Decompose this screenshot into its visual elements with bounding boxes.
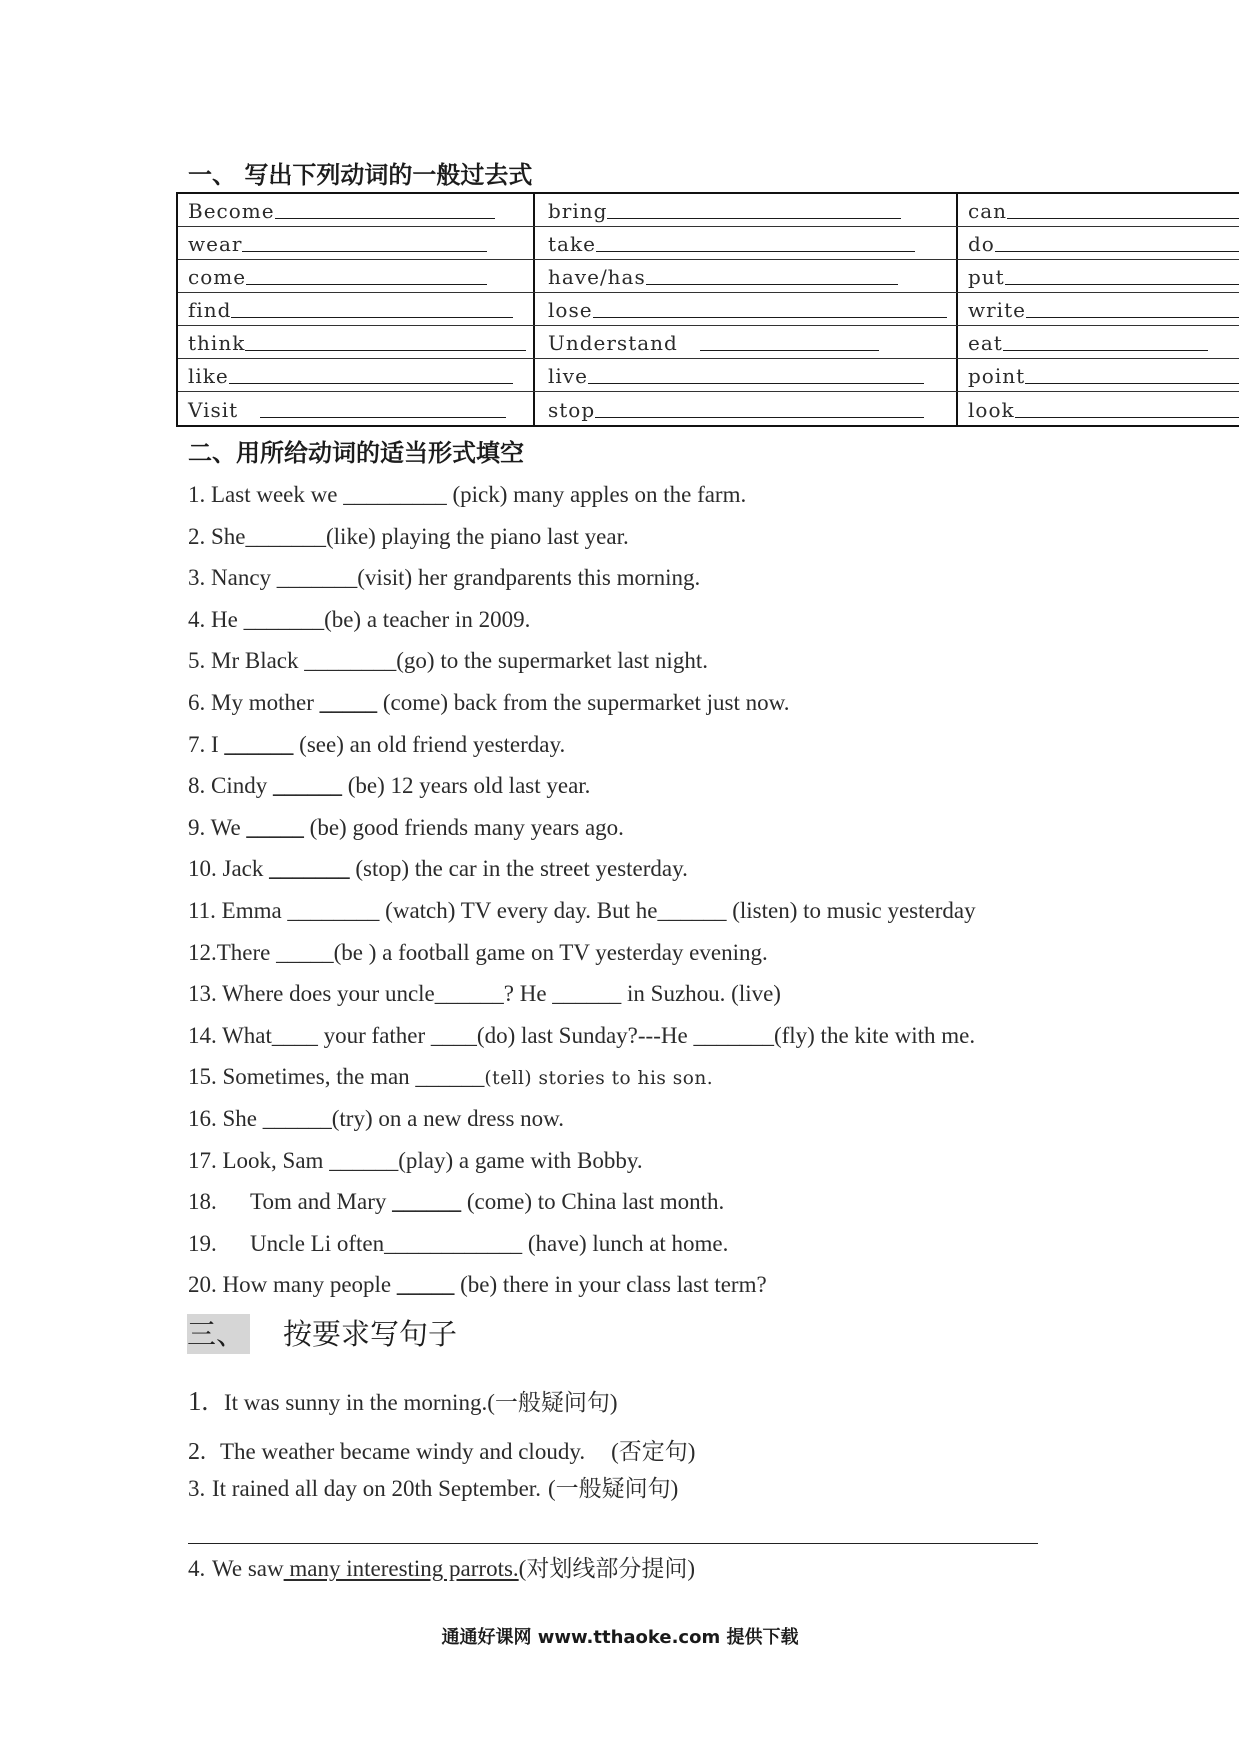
- item-text: 3. Nancy _______(visit) her grandparents this morning.: [188, 565, 701, 591]
- item-number: 4.: [188, 1556, 206, 1581]
- answer-line: [188, 1543, 1038, 1544]
- item-number: 2.: [188, 1439, 206, 1465]
- verb-word: do: [968, 232, 995, 256]
- answer-blank: ______: [224, 731, 294, 757]
- item-text: 14. What____ your father ____(do) last Sunday?---He _______(fly) the kite with me.: [188, 1022, 976, 1048]
- verb-cell: [958, 392, 1239, 425]
- item-text: 12.There _____(be ) a football game on TV yesterday evening.: [188, 939, 768, 965]
- verb-cell: [535, 293, 958, 325]
- answer-blank: [596, 251, 915, 252]
- answer-blank: [1005, 284, 1239, 285]
- fill-in-item: [188, 682, 1188, 724]
- answer-blank: [1003, 350, 1208, 351]
- verb-cell: [535, 359, 958, 391]
- fill-in-item: [188, 557, 1188, 599]
- section2-title: 二、用所给动词的适当形式填空: [188, 439, 524, 467]
- verb-cell: [535, 194, 958, 226]
- verb-word: bring: [548, 199, 608, 223]
- fill-in-item: [188, 724, 1188, 766]
- fill-in-item: [188, 1181, 1188, 1223]
- verb-cell: [178, 359, 535, 391]
- verb-cell: [958, 227, 1239, 259]
- answer-blank: [275, 218, 495, 219]
- fill-in-item: [188, 765, 1188, 807]
- verb-word: find: [188, 298, 232, 322]
- verb-cell: [958, 260, 1239, 292]
- section3-title: 按要求写句子: [283, 1317, 458, 1351]
- answer-blank: _____: [396, 1272, 455, 1298]
- verb-cell: [535, 392, 958, 425]
- answer-blank: [700, 350, 879, 351]
- answer-blank: [1025, 383, 1239, 384]
- item-text: (see) an old friend yesterday.: [293, 731, 566, 757]
- fill-in-item: [188, 1015, 1188, 1057]
- item-text: 11. Emma ________ (watch) TV every day. But he______ (listen) to music yesterday: [188, 897, 976, 923]
- item-text: 16. She ______(try) on a new dress now.: [188, 1105, 565, 1131]
- verb-table: [176, 192, 1239, 427]
- item-text: 1. Last week we _________ (pick) many apples on the farm.: [188, 482, 747, 507]
- fill-in-item: [188, 599, 1188, 641]
- answer-blank: _______: [269, 856, 350, 882]
- item-number: 19.: [188, 1230, 217, 1256]
- answer-blank: [1015, 417, 1239, 418]
- verb-word: Visit: [188, 398, 239, 422]
- rewrite-item: [188, 1383, 618, 1419]
- item-text: (be) 12 years old last year.: [341, 773, 591, 799]
- answer-blank: [1026, 317, 1239, 318]
- fill-in-item: [188, 1056, 1188, 1098]
- rewrite-item: [188, 1551, 695, 1587]
- verb-word: like: [188, 364, 229, 388]
- fill-in-item: [188, 890, 1188, 932]
- item-text: 17. Look, Sam ______(play) a game with Bobby.: [188, 1147, 643, 1173]
- verb-cell: [178, 392, 535, 425]
- fill-in-item: [188, 807, 1188, 849]
- verb-word: take: [548, 232, 596, 256]
- item-text: (be) there in your class last term?: [454, 1272, 767, 1298]
- item-text: 8. Cindy: [188, 773, 273, 799]
- item-text: (tell) stories to his son.: [484, 1068, 714, 1090]
- item-text: (come) back from the supermarket just now.: [377, 689, 790, 715]
- verb-cell: [958, 359, 1239, 391]
- fill-in-item: [188, 516, 1188, 558]
- item-text: 20. How many people: [188, 1272, 397, 1298]
- verb-cell: [535, 326, 958, 358]
- verb-table-row: [178, 227, 1239, 260]
- item-instruction: (一般疑问句): [547, 1476, 679, 1501]
- fill-in-item: [188, 1264, 1188, 1306]
- item-text: 10. Jack: [188, 856, 270, 882]
- verb-word: can: [968, 199, 1008, 223]
- item-number: 18.: [188, 1189, 217, 1215]
- fill-in-item: [188, 848, 1188, 890]
- item-text: 4. He _______(be) a teacher in 2009.: [188, 606, 531, 632]
- verb-cell: [178, 194, 535, 226]
- item-text: (stop) the car in the street yesterday.: [349, 856, 688, 882]
- verb-cell: [535, 227, 958, 259]
- fill-in-item: [188, 640, 1188, 682]
- verb-word: Become: [188, 199, 275, 223]
- fill-in-item: [188, 474, 1188, 516]
- verb-cell: [178, 326, 535, 358]
- item-number: 1.: [188, 1386, 209, 1416]
- verb-word: have/has: [548, 265, 646, 289]
- fill-in-item: [188, 1098, 1188, 1140]
- item-text: (come) to China last month.: [461, 1189, 725, 1215]
- answer-blank: [595, 417, 924, 418]
- section1-title: 一、 写出下列动词的一般过去式: [188, 161, 533, 189]
- item-instruction: (一般疑问句): [487, 1390, 618, 1415]
- fill-in-item: [188, 932, 1188, 974]
- answer-blank: [231, 317, 513, 318]
- item-text: Uncle Li often____________ (have) lunch at home.: [250, 1230, 729, 1256]
- fill-in-item: [188, 973, 1188, 1015]
- fill-in-item: [188, 1140, 1188, 1182]
- verb-cell: [178, 293, 535, 325]
- fill-in-item: [188, 1223, 1188, 1265]
- item-text: 15. Sometimes, the man ______: [188, 1064, 485, 1090]
- answer-blank: [242, 251, 487, 252]
- item-sentence: We saw: [212, 1556, 284, 1581]
- verb-cell: [178, 227, 535, 259]
- fill-in-list: [188, 474, 1188, 1306]
- verb-word: wear: [188, 232, 243, 256]
- rewrite-item: [188, 1471, 678, 1507]
- item-instruction: (否定句): [611, 1439, 696, 1464]
- item-sentence: The weather became windy and cloudy.: [220, 1439, 586, 1464]
- item-text: 13. Where does your uncle______? He ______ in Suzhou. (live): [188, 981, 781, 1007]
- verb-table-row: [178, 392, 1239, 425]
- item-number: 3.: [188, 1476, 206, 1501]
- verb-word: stop: [548, 398, 596, 422]
- answer-blank: [593, 317, 947, 318]
- verb-cell: [958, 326, 1239, 358]
- verb-word: Understand: [548, 331, 678, 355]
- item-text: 2. She_______(like) playing the piano last year.: [188, 523, 629, 549]
- answer-blank: [245, 350, 526, 351]
- answer-blank: [646, 284, 898, 285]
- verb-word: point: [968, 364, 1026, 388]
- verb-cell: [178, 260, 535, 292]
- item-sentence: It rained all day on 20th September.: [212, 1476, 541, 1501]
- verb-word: eat: [968, 331, 1003, 355]
- verb-word: put: [968, 265, 1005, 289]
- rewrite-item: [188, 1434, 695, 1470]
- verb-word: think: [188, 331, 246, 355]
- answer-blank: _____: [246, 814, 304, 840]
- verb-cell: [958, 293, 1239, 325]
- answer-blank: [1007, 218, 1239, 219]
- item-text: 7. I: [188, 731, 225, 757]
- answer-blank: ______: [392, 1189, 462, 1215]
- verb-table-row: [178, 326, 1239, 359]
- item-text: 6. My mother: [188, 689, 320, 715]
- verb-table-row: [178, 359, 1239, 392]
- answer-blank: [260, 417, 506, 418]
- answer-blank: [588, 383, 924, 384]
- answer-blank: [229, 383, 513, 384]
- verb-word: come: [188, 265, 247, 289]
- verb-table-row: [178, 293, 1239, 326]
- item-sentence: It was sunny in the morning.: [224, 1390, 488, 1415]
- item-text: (be) good friends many years ago.: [303, 814, 624, 840]
- section3-number-highlight: 三、: [187, 1314, 250, 1354]
- item-instruction: (对划线部分提问): [518, 1556, 695, 1581]
- verb-table-row: [178, 194, 1239, 227]
- answer-blank: [246, 284, 487, 285]
- item-text: Tom and Mary: [250, 1189, 393, 1215]
- answer-blank: [995, 251, 1239, 252]
- answer-blank: [607, 218, 901, 219]
- verb-word: write: [968, 298, 1026, 322]
- verb-word: lose: [548, 298, 593, 322]
- verb-word: look: [968, 398, 1015, 422]
- underlined-phrase: many interesting parrots.: [283, 1556, 519, 1581]
- verb-cell: [958, 194, 1239, 226]
- answer-blank: _____: [319, 689, 378, 715]
- answer-blank: ______: [272, 773, 342, 799]
- verb-word: live: [548, 364, 588, 388]
- verb-table-row: [178, 260, 1239, 293]
- verb-cell: [535, 260, 958, 292]
- item-text: 5. Mr Black ________(go) to the supermarket last night.: [188, 648, 708, 674]
- item-text: 9. We: [188, 814, 247, 840]
- footer-source: 通通好课网 www.tthaoke.com 提供下载: [441, 1627, 799, 1648]
